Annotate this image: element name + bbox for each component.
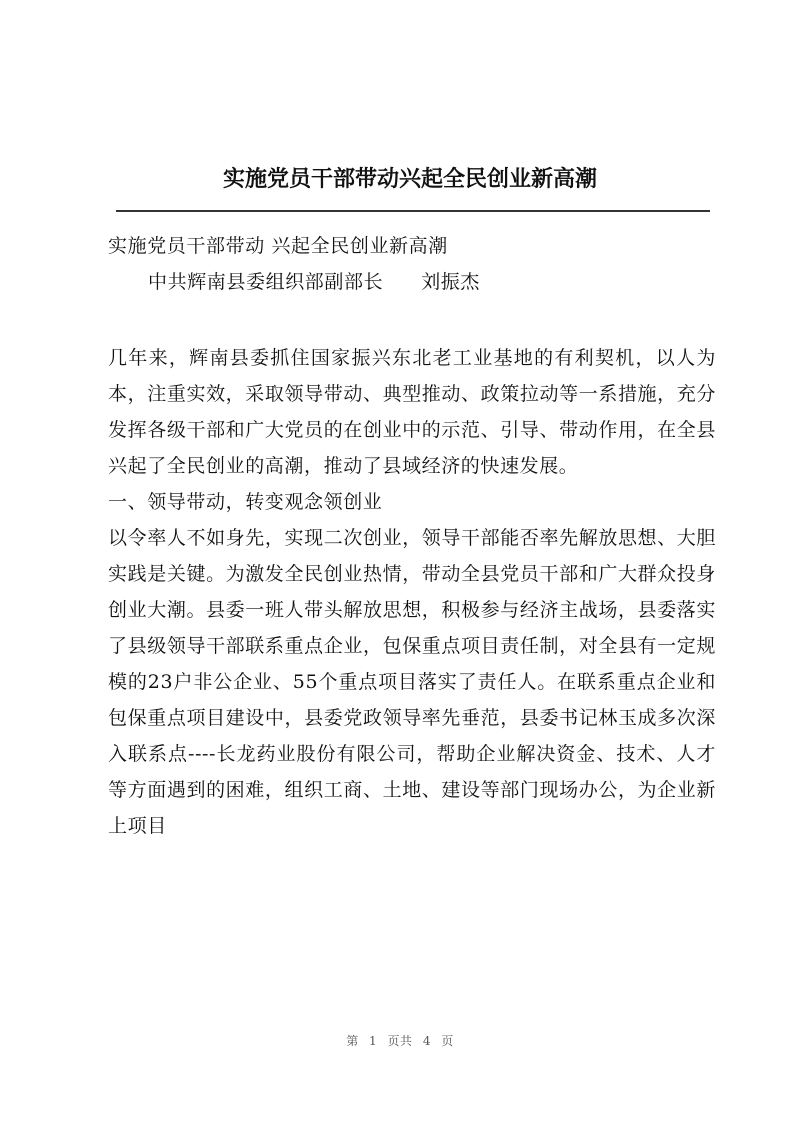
author-name: 刘振杰 — [421, 271, 481, 293]
title-divider — [116, 210, 710, 212]
page-number-footer: 第 1 页共 4 页 — [346, 1034, 454, 1048]
author-role: 中共辉南县委组织部副部长 — [148, 271, 384, 293]
section-heading: 一、领导带动，转变观念领创业 — [108, 491, 383, 513]
document-title: 实施党员干部带动兴起全民创业新高潮 — [222, 166, 597, 192]
paragraph-spacer — [108, 300, 716, 340]
section-paragraph: 以令率人不如身先，实现二次创业，领导干部能否率先解放思想、大胆实践是关键。为激发全民创业热情，带动全县党员干部和广大群众投身创业大潮。县委一班人带头解放思想，积极参与经济主战场，县委落实了县级领导干部联系重点企业，包保重点项目责任制，对全县有一定规模的23户非公企业、55个重点项目落实了责任人。在联系重点企业和包保重点项目建设中，县委党政领导率先垂范，县委书记林玉成多次深入联系点----长龙药业股份有限公司，帮助企业解决资金、技术、人才等方面遇到的困难，组织工商、土地、建设等部门现场办公，为企业新上项目 — [108, 527, 716, 837]
intro-paragraph: 几年来，辉南县委抓住国家振兴东北老工业基地的有利契机，以人为本，注重实效，采取领导带动、典型推动、政策拉动等一系措施，充分发挥各级干部和广大党员的在创业中的示范、引导、带动作用，在全县兴起了全民创业的高潮，推动了县域经济的快速发展。 — [108, 347, 716, 477]
author-byline — [108, 264, 716, 300]
document-subtitle: 实施党员干部带动 兴起全民创业新高潮 — [108, 235, 448, 257]
document-body — [108, 228, 716, 844]
